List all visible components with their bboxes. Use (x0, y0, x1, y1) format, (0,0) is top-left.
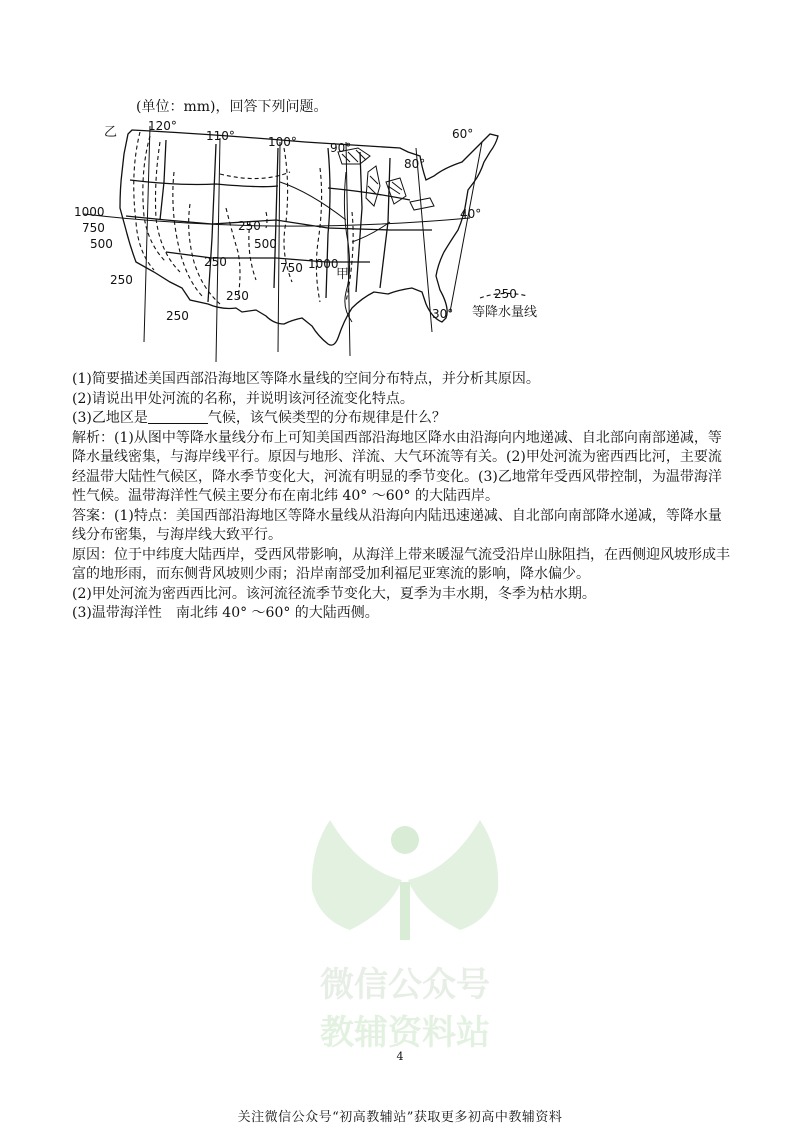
answer-part-2: (2)甲处河流为密西西比河。该河流径流季节变化大，夏季为丰水期，冬季为枯水期。 (72, 585, 596, 602)
map-label-lat40: 40° (460, 207, 482, 221)
map-label-iso250e: 250 (238, 219, 261, 233)
answer-part-3: (3)温带海洋性 南北纬 40° ～60° 的大陆西侧。 (72, 605, 379, 621)
legend-label: 等降水量线 (472, 305, 538, 320)
analysis-text: 解析：(1)从图中等降水量线分布上可知美国西部沿海地区降水由沿海向内地递减、自北部向南部递减，等降水量线密集，与海岸线平行。原因与地形、洋流、大气环流等有关。(2)甲处河流为密西西比河，主要流经温带大陆性气候区，降水季节变化大，河流有明显的季节变化。(3)乙地常年受西风带控制，为温带海洋性气候。温带海洋性气候主要分布在南北纬 40° ～60° 的大陆西岸。 (72, 429, 722, 504)
question-3-after: 气候，该气候类型的分布规律是什么？ (207, 410, 446, 426)
map-label-iso1000c: 1000 (308, 257, 339, 271)
map-label-lat30: 30° (432, 307, 454, 321)
question-content (72, 370, 732, 624)
watermark (290, 800, 520, 1060)
map-label-iso500c: 500 (254, 237, 277, 251)
answer-part-1: 答案：(1)特点：美国西部沿海地区等降水量线从沿海向内陆迅速递减、自北部向南部降水递减，等降水量线分布密集，与海岸线大致平行。 (72, 507, 722, 543)
legend-value: 250 (494, 287, 517, 301)
question-3 (72, 409, 732, 429)
map-label-iso250b: 250 (166, 309, 189, 323)
map-label-iso500w: 500 (90, 237, 113, 251)
watermark-line2: 教辅资料站 (320, 1013, 490, 1053)
map-label-iso750c: 750 (280, 261, 303, 275)
map-label-iso750w: 750 (82, 221, 105, 235)
answer-blank (148, 409, 208, 424)
map-label-lon110: 110° (206, 129, 235, 143)
question-2: (2)请说出甲处河流的名称，并说明该河径流变化特点。 (72, 390, 414, 407)
map-label-lon120: 120° (148, 119, 177, 133)
map-label-iso250d: 250 (226, 289, 249, 303)
map-label-jia: 甲 (336, 267, 350, 282)
question-3-before: (3)乙地区是 (72, 410, 148, 426)
map-label-yi: 乙 (104, 125, 118, 140)
map-label-lon100: 100° (268, 135, 297, 149)
map-label-iso250c: 250 (204, 255, 227, 269)
map-label-lon90: 90° (330, 141, 352, 155)
watermark-line1: 微信公众号 (320, 965, 490, 1005)
answer-reason: 原因：位于中纬度大陆西岸，受西风带影响，从海洋上带来暖湿气流受沿岸山脉阻挡，在西侧迎风坡形成丰富的地形雨，而东侧背风坡则少雨；沿岸南部受加利福尼亚寒流的影响，降水偏少。 (72, 546, 730, 582)
map-label-iso1000w: 1000 (74, 205, 105, 219)
us-precipitation-map (70, 112, 570, 374)
intro-text: (单位：mm)，回答下列问题。 (136, 99, 328, 115)
map-label-iso250a: 250 (110, 273, 133, 287)
map-label-lat60: 60° (452, 127, 474, 141)
map-label-lon80: 80° (404, 157, 426, 171)
question-1: (1)简要描述美国西部沿海地区等降水量线的空间分布特点，并分析其原因。 (72, 371, 540, 387)
page-number: 4 (396, 1050, 404, 1063)
watermark-logo-icon (312, 820, 498, 940)
footer-text: 关注微信公众号“初高教辅站”获取更多初高中教辅资料 (237, 1110, 563, 1125)
